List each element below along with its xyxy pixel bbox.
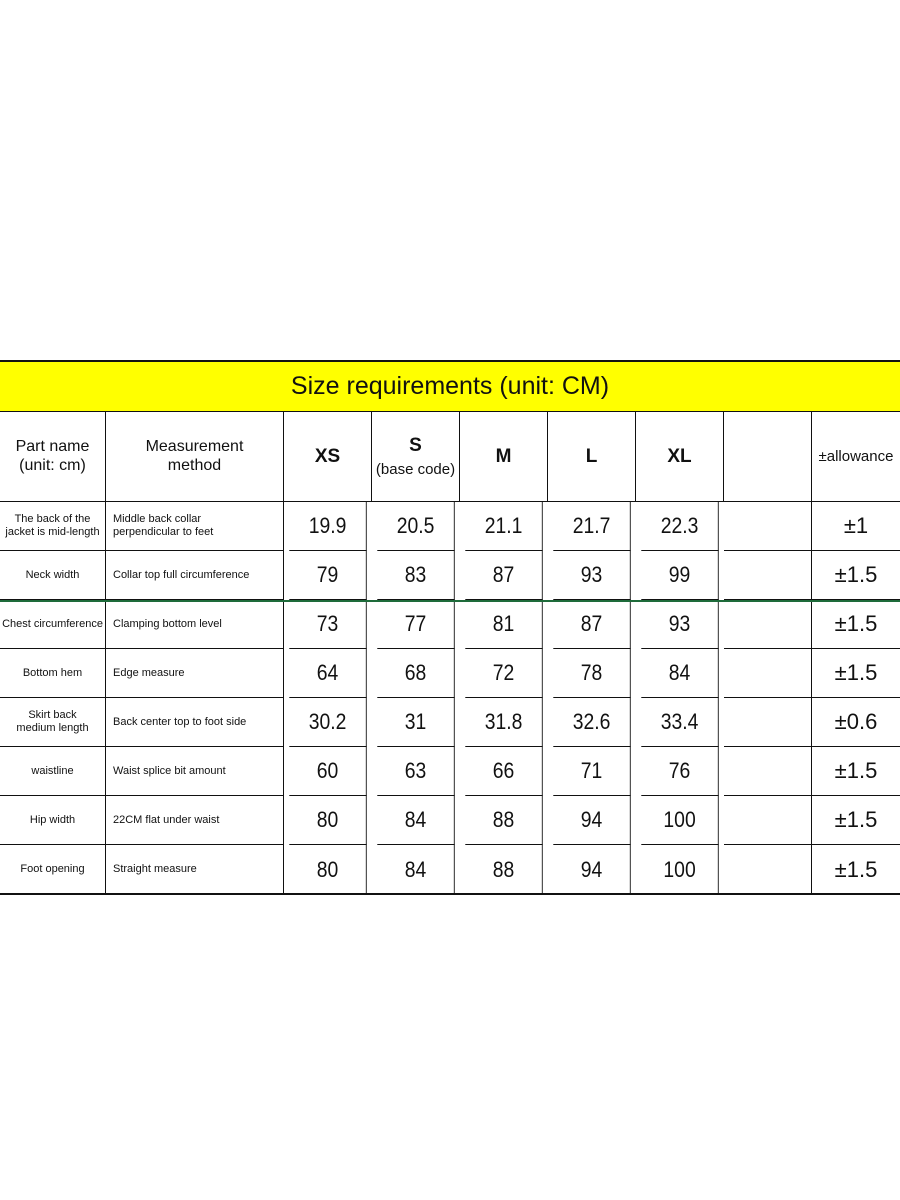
- row-size-value: 64: [289, 649, 366, 698]
- row-measurement-method: Clamping bottom level: [106, 600, 284, 649]
- row-size-value: 32.6: [553, 698, 630, 747]
- row-measurement-method: Edge measure: [106, 649, 284, 698]
- row-allowance: ±0.6: [812, 698, 900, 747]
- row-size-value: 78: [553, 649, 630, 698]
- row-allowance: ±1.5: [812, 649, 900, 698]
- row-part-name: waistline: [0, 747, 106, 796]
- row-size-value: 88: [465, 845, 542, 895]
- row-blank: [724, 796, 812, 845]
- row-measurement-method: Straight measure: [106, 845, 284, 895]
- row-size-value: 63: [377, 747, 454, 796]
- header-size-m: M: [460, 412, 548, 502]
- row-size-value: 20.5: [377, 502, 454, 551]
- row-size-value: 100: [641, 845, 718, 895]
- header-allowance: ±allowance: [812, 412, 900, 502]
- row-size-value: 80: [289, 845, 366, 895]
- row-size-value: 94: [553, 845, 630, 895]
- row-size-value: 31.8: [465, 698, 542, 747]
- size-chart: [0, 360, 900, 895]
- row-size-value: 19.9: [289, 502, 366, 551]
- row-blank: [724, 551, 812, 600]
- row-part-name: Hip width: [0, 796, 106, 845]
- row-size-value: 73: [289, 600, 366, 649]
- row-blank: [724, 502, 812, 551]
- row-size-value: 87: [553, 600, 630, 649]
- row-blank: [724, 649, 812, 698]
- row-size-value: 84: [377, 796, 454, 845]
- row-size-value: 77: [377, 600, 454, 649]
- row-allowance: ±1.5: [812, 747, 900, 796]
- row-size-value: 72: [465, 649, 542, 698]
- header-size-l: L: [548, 412, 636, 502]
- row-part-name: The back of the jacket is mid-length: [0, 502, 106, 551]
- row-measurement-method: Back center top to foot side: [106, 698, 284, 747]
- row-blank: [724, 698, 812, 747]
- row-part-name: Bottom hem: [0, 649, 106, 698]
- row-size-value: 21.7: [553, 502, 630, 551]
- header-size-label: S: [409, 434, 422, 456]
- row-size-value: 31: [377, 698, 454, 747]
- row-size-value: 100: [641, 796, 718, 845]
- row-size-value: 79: [289, 551, 366, 600]
- header-part-name: Part name (unit: cm): [0, 412, 106, 502]
- row-size-value: 83: [377, 551, 454, 600]
- row-size-value: 93: [641, 600, 718, 649]
- row-allowance: ±1.5: [812, 600, 900, 649]
- row-size-value: 88: [465, 796, 542, 845]
- row-divider-highlight: [0, 600, 900, 602]
- row-size-value: 87: [465, 551, 542, 600]
- row-blank: [724, 845, 812, 895]
- header-size-s: [372, 412, 460, 502]
- row-size-value: 22.3: [641, 502, 718, 551]
- row-size-value: 60: [289, 747, 366, 796]
- row-size-value: 81: [465, 600, 542, 649]
- row-size-value: 84: [641, 649, 718, 698]
- row-part-name: Foot opening: [0, 845, 106, 895]
- row-measurement-method: 22CM flat under waist: [106, 796, 284, 845]
- row-allowance: ±1.5: [812, 796, 900, 845]
- row-allowance: ±1.5: [812, 551, 900, 600]
- row-size-value: 93: [553, 551, 630, 600]
- row-part-name: Neck width: [0, 551, 106, 600]
- row-size-value: 33.4: [641, 698, 718, 747]
- row-part-name: Skirt back medium length: [0, 698, 106, 747]
- row-blank: [724, 600, 812, 649]
- row-size-value: 66: [465, 747, 542, 796]
- header-size-xs: XS: [284, 412, 372, 502]
- row-measurement-method: Middle back collar perpendicular to feet: [106, 502, 284, 551]
- row-size-value: 84: [377, 845, 454, 895]
- header-blank: [724, 412, 812, 502]
- chart-title: Size requirements (unit: CM): [0, 362, 900, 412]
- header-size-sublabel: (base code): [375, 460, 456, 478]
- header-measurement-method: Measurement method: [106, 412, 284, 502]
- row-blank: [724, 747, 812, 796]
- row-size-value: 21.1: [465, 502, 542, 551]
- row-part-name: Chest circumference: [0, 600, 106, 649]
- row-size-value: 80: [289, 796, 366, 845]
- row-allowance: ±1: [812, 502, 900, 551]
- row-size-value: 71: [553, 747, 630, 796]
- row-size-value: 94: [553, 796, 630, 845]
- header-size-xl: XL: [636, 412, 724, 502]
- row-allowance: ±1.5: [812, 845, 900, 895]
- row-size-value: 76: [641, 747, 718, 796]
- row-size-value: 30.2: [289, 698, 366, 747]
- row-measurement-method: Collar top full circumference: [106, 551, 284, 600]
- row-size-value: 99: [641, 551, 718, 600]
- row-size-value: 68: [377, 649, 454, 698]
- row-measurement-method: Waist splice bit amount: [106, 747, 284, 796]
